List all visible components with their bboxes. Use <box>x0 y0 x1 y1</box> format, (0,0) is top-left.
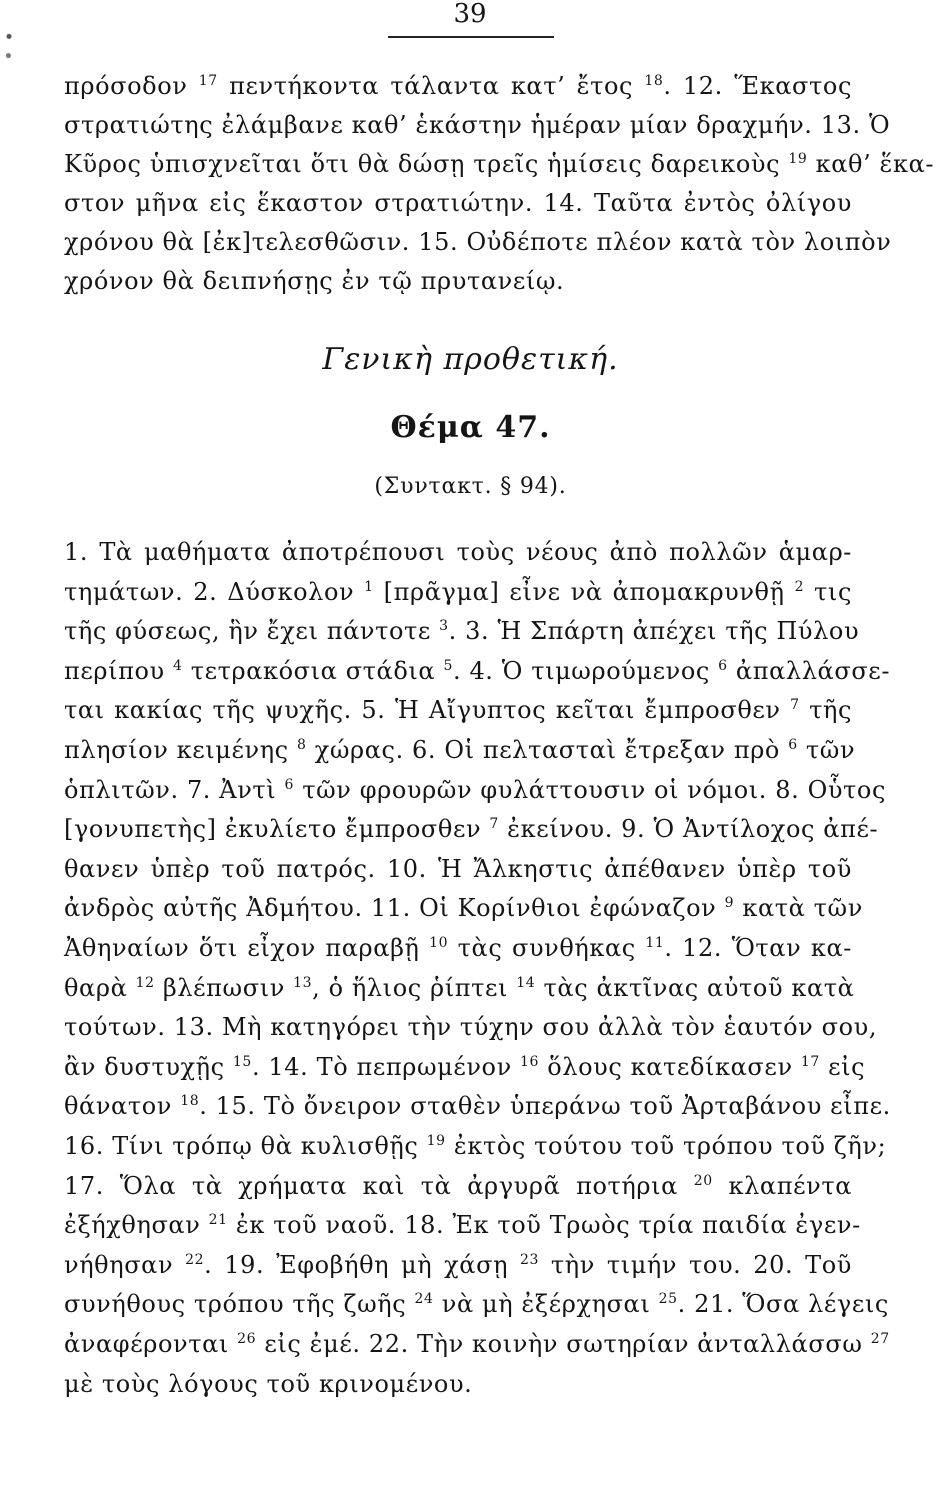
footnote-ref: 7 <box>489 816 499 833</box>
text-segment: χώρας. 6. Οἱ πελτασταὶ ἔτρεξαν πρὸ <box>306 736 789 764</box>
footnote-ref: 9 <box>724 895 735 912</box>
footnote-ref: 27 <box>870 1331 890 1347</box>
text-segment: ἀπαλλάσσε- <box>727 656 891 685</box>
text-line <box>64 1132 887 1172</box>
footnote-ref: 4 <box>172 657 183 674</box>
text-line <box>64 1052 866 1093</box>
footnote-ref: 17 <box>198 73 218 89</box>
text-segment: [γονυπετὴς] ἐκυλίετο ἔμπροσθεν <box>64 815 490 844</box>
text-segment: ἂν δυστυχῇς <box>64 1052 233 1081</box>
text-segment: νὰ μὴ ἐξέρχησαι <box>433 1290 659 1319</box>
text-line <box>64 1330 890 1370</box>
text-segment: κατὰ τῶν <box>734 894 863 923</box>
text-segment: θάνατον <box>64 1092 181 1121</box>
text-line <box>64 1172 852 1212</box>
footnote-ref: 15 <box>232 1053 252 1070</box>
text-segment: στρατιώτης ἐλάμβανε καθ’ ἑκάστην ἡμέραν μίαν δραχμήν. 13. Ὁ <box>64 111 891 139</box>
text-segment: . 21. Ὅσα λέγεις <box>677 1290 889 1319</box>
footnote-ref: 16 <box>520 1053 540 1070</box>
text-line <box>64 973 855 1014</box>
text-segment: καθ’ ἕκα- <box>807 150 935 178</box>
footnote-ref: 6 <box>788 737 798 753</box>
text-line <box>64 1013 878 1053</box>
text-segment: τῶν φρουρῶν φυλάττουσιν οἱ νόμοι. 8. Οὗτος <box>294 775 886 804</box>
text-segment: 1. Τὰ μαθήματα ἀποτρέπουσι τοὺς νέους ἀπὸ πολλῶν ἁμαρ- <box>64 538 852 566</box>
footnote-ref: 17 <box>800 1053 820 1070</box>
text-line <box>64 578 852 618</box>
footnote-ref: 23 <box>519 1251 539 1268</box>
margin-smudge <box>6 22 12 70</box>
text-segment: . 14. Τὸ πεπρωμένον <box>251 1052 521 1081</box>
text-segment: ἀναφέρονται <box>64 1330 238 1358</box>
footnote-ref: 18 <box>644 73 664 89</box>
footnote-ref: 1 <box>364 578 374 595</box>
footnote-ref: 19 <box>788 151 808 167</box>
footnote-ref: 13 <box>293 974 313 991</box>
text-segment: ἐξήχθησαν <box>64 1211 209 1240</box>
theme-title: Θέμα 47. <box>390 410 551 445</box>
text-segment: Ἀθηναίων ὅτι εἶχον παραβῇ <box>64 934 430 962</box>
page-number-rule <box>388 36 554 38</box>
text-line <box>64 538 852 578</box>
text-segment: συνήθους τρόπου τῆς ζωῆς <box>64 1290 415 1319</box>
footnote-ref: 6 <box>718 657 728 674</box>
footnote-ref: 12 <box>135 974 155 991</box>
text-segment: ἐκ τοῦ ναοῦ. 18. Ἐκ τοῦ Τρωὸς τρία παιδία ἐγεν- <box>227 1211 861 1240</box>
text-segment: . 12. Ἕκαστος <box>663 72 852 100</box>
text-line <box>64 934 852 974</box>
text-line <box>64 228 892 268</box>
text-segment: . 4. Ὁ τιμωρούμενος <box>452 656 719 685</box>
text-segment: , ὁ ἥλιος ῥίπτει <box>312 973 517 1002</box>
text-line <box>64 111 891 151</box>
text-line <box>64 855 852 895</box>
text-segment: ἐκείνου. 9. Ὁ Ἀντίλοχος ἀπέ- <box>498 815 879 844</box>
text-segment: τὰς ἀκτῖνας αὐτοῦ κατὰ <box>535 973 855 1002</box>
text-line <box>64 150 935 190</box>
text-segment: ἐκτὸς τούτου τοῦ τρόπου τοῦ ζῆν; <box>445 1132 887 1160</box>
footnote-ref: 18 <box>180 1093 200 1110</box>
footnote-ref: 3 <box>439 618 449 635</box>
footnote-ref: 5 <box>443 657 453 674</box>
text-segment: θαρὰ <box>64 973 136 1002</box>
footnote-ref: 21 <box>208 1212 228 1229</box>
text-segment: . 19. Ἐφοβήθη μὴ χάσῃ <box>204 1250 520 1279</box>
text-segment: ὁπλιτῶν. 7. Ἀντὶ <box>64 775 285 804</box>
text-line <box>64 189 852 229</box>
footnote-ref: 20 <box>693 1172 713 1189</box>
text-segment: νήθησαν <box>64 1250 186 1279</box>
text-segment: στον μῆνα εἰς ἕκαστον στρατιώτην. 14. Ταῦτα ἐντὸς ὀλίγου <box>64 189 852 217</box>
text-segment: περίπου <box>64 656 173 685</box>
text-segment: . 3. Ἡ Σπάρτη ἀπέχει τῆς Πύλου <box>448 617 860 646</box>
text-segment: . 15. Τὸ ὄνειρον σταθὲν ὑπεράνω τοῦ Ἀρταβάνου εἶπε. <box>199 1092 891 1121</box>
text-segment: 17. Ὅλα τὰ χρήματα καὶ τὰ ἀργυρᾶ ποτήρια <box>64 1171 694 1200</box>
text-line <box>64 267 852 307</box>
footnote-ref: 2 <box>794 578 805 595</box>
text-segment: τῆς <box>799 696 852 725</box>
page-number: 39 <box>453 0 487 29</box>
footnote-ref: 24 <box>414 1291 434 1308</box>
footnote-ref: 14 <box>516 974 536 991</box>
text-segment: πεντήκοντα τάλαντα κατ’ ἔτος <box>217 72 645 100</box>
footnote-ref: 19 <box>426 1133 446 1149</box>
footnote-ref: 22 <box>185 1251 205 1268</box>
text-segment: βλέπωσιν <box>154 973 294 1002</box>
text-segment: πρόσοδον <box>64 72 199 100</box>
text-line <box>64 1370 852 1410</box>
text-line <box>64 775 886 816</box>
text-segment: εἰς <box>819 1052 866 1081</box>
text-line <box>64 1211 861 1251</box>
text-segment: πλησίον κειμένης <box>64 736 297 764</box>
text-segment: τὴν τιμήν του. 20. Τοῦ <box>538 1250 852 1279</box>
text-segment: . 12. Ὅταν κα- <box>664 934 852 962</box>
footnote-ref: 6 <box>284 776 295 793</box>
text-segment: τῶν <box>797 736 856 764</box>
footnote-ref: 10 <box>429 935 449 951</box>
text-segment: ται κακίας τῆς ψυχῆς. 5. Ἡ Αἴγυπτος κεῖται ἔμπροσθεν <box>64 696 791 725</box>
footnote-ref: 11 <box>645 935 665 951</box>
footnote-ref: 7 <box>790 697 800 714</box>
text-segment: τῆς φύσεως, ἣν ἔχει πάντοτε <box>64 617 440 646</box>
theme-reference: (Συντακτ. § 94). <box>374 474 567 499</box>
text-segment: κλαπέντα <box>712 1171 852 1200</box>
text-line <box>64 815 879 855</box>
footnote-ref: 25 <box>658 1291 678 1308</box>
text-segment: [πρᾶγμα] εἶνε νὰ ἀπομακρυνθῇ <box>373 577 795 606</box>
text-segment: τημάτων. 2. Δύσκολον <box>64 577 365 606</box>
text-line <box>64 72 852 112</box>
text-line <box>64 1092 891 1132</box>
text-segment: τὰς συνθήκας <box>448 934 646 962</box>
text-segment: εἰς ἐμέ. 22. Τὴν κοινὴν σωτηρίαν ἀνταλλάσσω <box>256 1330 871 1358</box>
text-segment: τούτων. 13. Μὴ κατηγόρει τὴν τύχην σου ἀλλὰ τὸν ἑαυτόν σου, <box>64 1013 878 1042</box>
text-line <box>64 894 863 934</box>
text-segment: χρόνου θὰ [ἐκ]τελεσθῶσιν. 15. Οὐδέποτε πλέον κατὰ τὸν λοιπὸν <box>64 228 892 256</box>
text-segment: χρόνον θὰ δειπνήσῃς ἐν τῷ πρυτανείῳ. <box>64 267 565 295</box>
footnote-ref: 8 <box>296 737 307 753</box>
text-line <box>64 1290 889 1330</box>
text-line <box>64 736 856 776</box>
footnote-ref: 26 <box>237 1331 257 1347</box>
text-line <box>64 696 852 736</box>
text-segment: 16. Τίνι τρόπῳ θὰ κυλισθῇς <box>64 1132 427 1160</box>
text-line <box>64 617 860 657</box>
text-line <box>64 1251 852 1291</box>
text-segment: τις <box>804 577 852 606</box>
text-segment: τετρακόσια στάδια <box>182 656 444 685</box>
text-line <box>64 656 891 697</box>
text-segment: ὅλους κατεδίκασεν <box>539 1052 801 1081</box>
section-title: Γενικὴ προθετική. <box>322 342 619 377</box>
text-segment: θανεν ὑπὲρ τοῦ πατρός. 10. Ἡ Ἄλκηστις ἀπέθανεν ὑπὲρ τοῦ <box>64 854 852 883</box>
text-segment: Κῦρος ὑπισχνεῖται ὅτι θὰ δώσῃ τρεῖς ἡμίσεις δαρεικοὺς <box>64 150 789 178</box>
text-segment: μὲ τοὺς λόγους τοῦ κρινομένου. <box>64 1369 473 1398</box>
text-segment: ἀνδρὸς αὐτῆς Ἀδμήτου. 11. Οἱ Κορίνθιοι ἐφώναζον <box>64 894 725 923</box>
